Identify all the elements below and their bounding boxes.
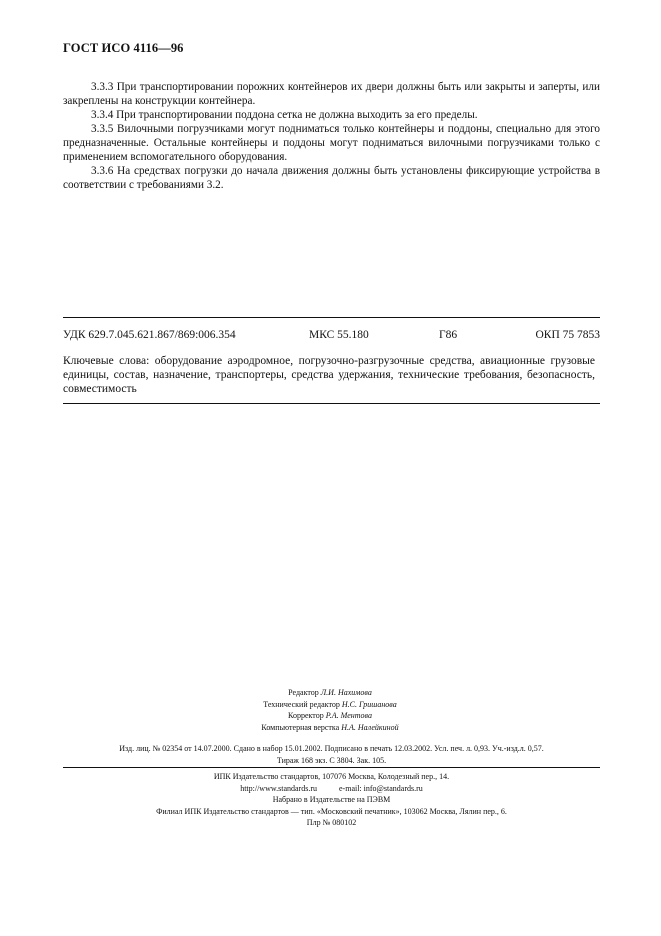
publication-line-1: Изд. лиц. № 02354 от 14.07.2000. Сдано в набор 15.01.2002. Подписано в печать 12.03.2002. Усл. печ. л. 0,93. Уч.-изд.л. 0,57. [119, 744, 544, 753]
credits-block [200, 687, 460, 733]
okp-code: ОКП 75 7853 [535, 329, 600, 341]
credit-layout: Компьютерная верстка Н.А. Налейкиной [261, 722, 399, 732]
divider-top [63, 317, 600, 318]
divider-bottom [63, 403, 600, 404]
publisher-email: e-mail: info@standards.ru [339, 783, 423, 793]
keywords: Ключевые слова: оборудование аэродромное, погрузочно-разгрузочные средства, авиационные грузовые единицы, состав, назначение, транспортеры, средства удержания, технические требования, безопасность, совместимость [63, 355, 595, 395]
publisher-license: Плр № 080102 [306, 818, 357, 827]
publisher-contacts [63, 783, 600, 795]
paragraph-3-3-3: 3.3.3 При транспортировании порожних контейнеров их двери должны быть или закрыты и заперты, или закреплены на конструкции контейнера. [63, 81, 600, 107]
publication-line-2: Тираж 168 экз. С 3804. Зак. 105. [276, 755, 387, 765]
mks-code: МКС 55.180 [309, 329, 369, 341]
publisher-typeset: Набрано в Издательстве на ПЭВМ [272, 795, 391, 804]
credit-tech-editor: Технический редактор Н.С. Гришанова [263, 699, 397, 709]
publisher-website: http://www.standards.ru [240, 783, 317, 793]
paragraph-3-3-4: 3.3.4 При транспортировании поддона сетка не должна выходить за его пределы. [91, 109, 478, 121]
publisher-branch: Филиал ИПК Издательство стандартов — тип. «Московский печатник», 103062 Москва, Лялин пер., 6. [156, 806, 507, 816]
udk-code: УДК 629.7.045.621.867/869:006.354 [63, 329, 236, 341]
credit-editor: Редактор Л.И. Нахимова [288, 688, 372, 697]
divider-publisher [63, 767, 600, 768]
group-code: Г86 [439, 329, 458, 341]
body-text [63, 80, 600, 192]
publisher-address: ИПК Издательство стандартов, 107076 Москва, Колодезный пер., 14. [213, 772, 450, 781]
classification-line [63, 329, 600, 345]
publisher-info [63, 771, 600, 829]
credit-proofreader: Корректор Р.А. Ментова [288, 711, 372, 720]
document-header: ГОСТ ИСО 4116—96 [63, 41, 184, 55]
publication-info [63, 743, 600, 766]
paragraph-3-3-5: 3.3.5 Вилочными погрузчиками могут подниматься только контейнеры и поддоны, специально для этого предназначенные. Остальные контейнеры и поддоны могут подниматься вилочными погрузчиками только с применением вспомогательного оборудования. [63, 123, 600, 163]
paragraph-3-3-6: 3.3.6 На средствах погрузки до начала движения должны быть установлены фиксирующие устройства в соответствии с требованиями 3.2. [63, 165, 600, 191]
